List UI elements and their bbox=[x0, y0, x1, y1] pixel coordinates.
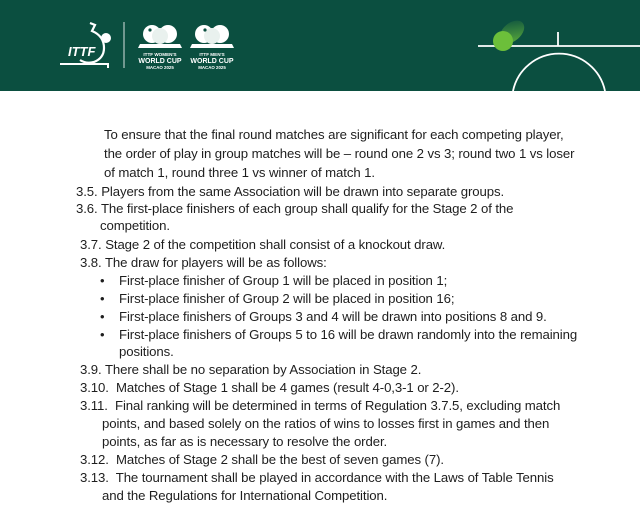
bullet-item-continued: positions. bbox=[119, 344, 174, 359]
rule-text: The first-place finishers of each group shall qualify for the Stage 2 of the bbox=[100, 201, 514, 216]
bullet-icon: • bbox=[100, 327, 105, 342]
table-tennis-graphic bbox=[478, 16, 640, 91]
rule-3-12 bbox=[80, 450, 444, 469]
bullet-item: First-place finishers of Groups 5 to 16 will be drawn randomly into the remaining bbox=[119, 327, 578, 342]
rule-number: 3.12. bbox=[80, 452, 109, 467]
rule-text-continued: and the Regulations for International Competition. bbox=[102, 488, 388, 503]
rule-number: 3.7. bbox=[80, 237, 102, 252]
rule-number: 3.9. bbox=[80, 362, 102, 377]
ittf-logo-ball bbox=[101, 33, 111, 43]
rule-number: 3.6. bbox=[76, 201, 98, 216]
rule-text: There shall be no separation by Association in Stage 2. bbox=[104, 362, 422, 377]
svg-text:MACAO 2025: MACAO 2025 bbox=[146, 65, 174, 70]
rule-number: 3.10. bbox=[80, 380, 109, 395]
rule-3-11 bbox=[80, 396, 560, 415]
rule-text: The tournament shall be played in accordance with the Laws of Table Tennis bbox=[115, 470, 554, 485]
rule-3-10 bbox=[80, 378, 459, 397]
intro-line: the order of play in group matches will be – round one 2 vs 3; round two 1 vs loser bbox=[104, 146, 575, 161]
rule-text: Players from the same Association will be drawn into separate groups. bbox=[101, 184, 505, 199]
svg-text:ITTF WOMEN'S: ITTF WOMEN'S bbox=[143, 52, 177, 57]
bullet-item: First-place finisher of Group 2 will be placed in position 16; bbox=[119, 291, 455, 306]
bullet-icon: • bbox=[100, 273, 105, 288]
rule-text-continued: points, as far as is necessary to resolve the order. bbox=[102, 434, 388, 449]
rule-3-7 bbox=[80, 235, 445, 254]
bullet-item: First-place finisher of Group 1 will be placed in position 1; bbox=[119, 273, 448, 288]
rule-text: Matches of Stage 2 shall be the best of seven games (7). bbox=[115, 452, 444, 467]
rule-text-continued: competition. bbox=[100, 218, 170, 233]
rule-number: 3.11. bbox=[80, 398, 108, 413]
svg-text:WORLD CUP: WORLD CUP bbox=[190, 58, 234, 65]
ittf-logo-text: ITTF bbox=[68, 44, 96, 59]
svg-text:WORLD CUP: WORLD CUP bbox=[138, 58, 182, 65]
bullet-icon: • bbox=[100, 309, 105, 324]
bullet-item: First-place finishers of Groups 3 and 4 will be drawn into positions 8 and 9. bbox=[119, 309, 547, 324]
svg-text:ITTF MEN'S: ITTF MEN'S bbox=[199, 52, 225, 57]
svg-text:MACAO 2025: MACAO 2025 bbox=[198, 65, 226, 70]
intro-line: of match 1, round three 1 vs winner of match 1. bbox=[104, 165, 375, 180]
ittf-logo-table bbox=[60, 64, 108, 68]
ittf-logo bbox=[60, 23, 111, 68]
rule-3-9 bbox=[80, 360, 421, 379]
rule-text: Stage 2 of the competition shall consist of a knockout draw. bbox=[105, 237, 446, 252]
womens-world-cup-logo bbox=[138, 25, 182, 70]
intro-line: To ensure that the final round matches are significant for each competing player, bbox=[104, 127, 564, 142]
rule-3-8 bbox=[80, 253, 327, 272]
ball-icon bbox=[493, 31, 513, 51]
rule-number: 3.13. bbox=[80, 470, 109, 485]
header-banner bbox=[0, 0, 640, 91]
header-graphics bbox=[0, 0, 640, 91]
arc-line bbox=[513, 54, 605, 91]
bullet-icon: • bbox=[100, 291, 105, 306]
mens-world-cup-logo bbox=[190, 25, 234, 70]
rule-text: The draw for players will be as follows: bbox=[104, 255, 327, 270]
rule-number: 3.8. bbox=[80, 255, 102, 270]
rule-number: 3.5. bbox=[76, 184, 98, 199]
rule-text: Matches of Stage 1 shall be 4 games (result 4-0,3-1 or 2-2). bbox=[115, 380, 459, 395]
rule-text: Final ranking will be determined in terms of Regulation 3.7.5, excluding match bbox=[115, 398, 561, 413]
rule-text-continued: points, and based solely on the ratios of wins to losses first in games and then bbox=[102, 416, 550, 431]
rule-3-13 bbox=[80, 468, 554, 487]
